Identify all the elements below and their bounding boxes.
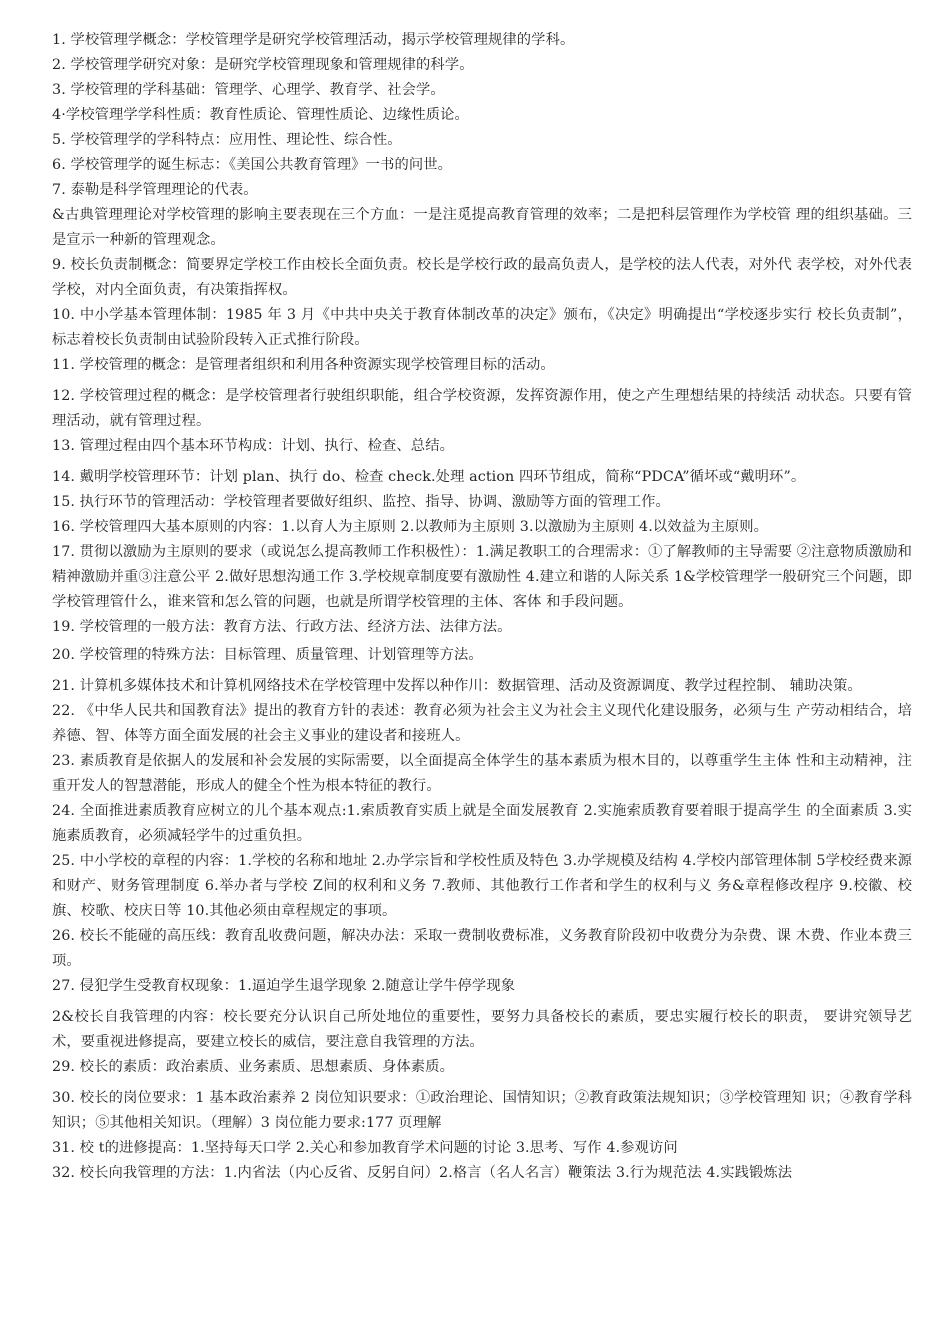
item-6: 6. 学校管理学的诞生标志：《美国公共教育管理》一书的问世。	[52, 157, 453, 173]
item-13: 13. 管理过程由四个基本环节构成：计划、执行、检查、总结。	[52, 438, 454, 454]
item-14: 14. 戴明学校管理环节：计划 plan、执行 do、检查 check.处理 action 四环节组成，简称“PDCA”循坏或“戴明环”。	[52, 469, 806, 485]
item-22: 22. 《中华人民共和国教育法》提出的教育方针的表述：教育必须为社会主义为社会主义现代化建设服务，必须与生 产劳动相结合，培养德、智、体等方面全面发展的社会主义事业的建设者和接班人。	[52, 703, 912, 744]
item-32: 32. 校长向我管理的方法：1.内省法（内心反省、反躬自问）2.格言（名人名言）鞭策法 3.行为规范法 4.实践锻炼法	[52, 1165, 793, 1181]
item-26: 26. 校长不能碰的高压线：教育乱收费问题，解决办法：采取一费制收费标准，义务教育阶段初中收费分为杂费、课 木费、作业本费三项。	[52, 928, 912, 969]
item-23: 23. 素质教育是依据人的发展和补会发展的实际需要，以全面提高全体学生的基本素质为根木目的，以尊重学生主体 性和主动精神，注重开发人的智慧潜能，形成人的健全个性为根本特征的教行。	[52, 753, 912, 794]
item-11: 11. 学校管理的概念：是管理者组织和利用各种资源实现学校管理目标的活动。	[52, 357, 555, 373]
item-2: 2. 学校管理学研究对象：是研究学校管理现象和管理规律的科学。	[52, 57, 474, 73]
item-3: 3. 学校管理的学科基础：管理学、心理学、教育学、社会学。	[52, 82, 445, 98]
item-28: 2&校长自我管理的内容：校长要充分认识自己所处地位的重要性，要努力具备校长的素质，要忠实履行校长的职责， 要讲究领导艺术，要重视进修提高，要建立校长的威信，要注意自我管理的方法。	[52, 1009, 912, 1050]
item-4: 4·学校管理学学科性质：教育性质论、管理性质论、边缘性质论。	[52, 107, 469, 123]
item-16: 16. 学校管理四大基本原则的内容：1.以育人为主原则 2.以教师为主原则 3.以激励为主原则 4.以效益为主原则。	[52, 519, 769, 535]
item-27: 27. 侵犯学生受教育权现象：1.逼迫学生退学现象 2.随意让学牛停学现象	[52, 978, 516, 994]
item-31: 31. 校 t的进修提高：1.坚持每天口学 2.关心和参加教育学术问题的讨论 3.思考、写作 4.参观访问	[52, 1140, 678, 1156]
item-7: 7. 泰勒是科学管理理论的代表。	[52, 182, 258, 198]
item-9: 9. 校长负责制概念：简要界定学校工作由校长全面负责。校长是学校行政的最高负责人，是学校的法人代表，对外代 表学校，对外代表学校，对内全面负责，有决策指挥权。	[52, 257, 912, 298]
item-17: 17. 贯彻以激励为主原则的要求（或说怎么提高教师工作积极性）：1.满足教职工的合理需求：①了解教师的主导需要 ②注意物质激励和精神激励并重③注意公平 2.做好思想沟通工作 3.学校规章制度要有激励性 4.建立和谐的人际关系 1&学校管理学一般研究三个问题，即学校管理管什么，谁来管和怎么管的问题，也就是所谓学校管理的主体、客体 和手段问题。	[52, 544, 912, 610]
item-29: 29. 校长的素质：政治素质、业务素质、思想素质、身体素质。	[52, 1059, 454, 1075]
item-5: 5. 学校管理学的学科特点：应用性、理论性、综合性。	[52, 132, 402, 148]
item-24: 24. 全面推进素质教育应树立的儿个基本观点:1.索质教育实质上就是全面发展教育 2.实施索质教育要着眼于提高学生 的全面素质 3.实施素质教育，必须减轻学牛的过重负担。	[52, 803, 912, 844]
item-1: 1. 学校管理学概念：学校管理学是研究学校管理活动，揭示学校管理规律的学科。	[52, 32, 575, 48]
item-8: &古典管理理论对学校管理的影响主要表现在三个方血：一是注觅提高教育管理的效率；二是把科层管理作为学校管 理的组织基础。三是宣示一种新的管理观念。	[52, 207, 912, 248]
item-25: 25. 中小学校的章程的内容：1.学校的名称和地址 2.办学宗旨和学校性质及特色 3.办学规模及结构 4.学校内部管理体制 5学校经费来源和财产、财务管理制度 6.举办者与学校 Z间的权利和义务 7.教师、其他教行工作者和学生的权利与义 务&章程修改程序 9.校徽、校旗、校歌、校庆日等 10.其他必须由章程规定的事项。	[52, 853, 912, 919]
item-12: 12. 学校管理过程的概念：是学校管理者行驶组织职能，组合学校资源，发挥资源作用，使之产生理想结果的持续活 动状态。只要有管理活动，就有管理过程。	[52, 388, 912, 429]
item-10: 10. 中小学基本管理体制：1985 年 3 月《中共中央关于教育体制改革的决定》颁布，《决定》明确提出“学校逐步实行 校长负责制”，标志着校长负责制由试验阶段转入正式推行阶段。	[52, 307, 912, 348]
item-20: 20. 学校管理的特殊方法：目标管理、质量管理、计划管理等方法。	[52, 647, 483, 663]
document-body	[52, 28, 912, 1186]
item-30: 30. 校长的岗位要求：1 基本政治素养 2 岗位知识要求：①政治理论、国情知识；②教育政策法规知识；③学校管理知 识；④教育学科知识；⑤其他相关知识。（理解）3 岗位能力要求:177 页理解	[52, 1090, 912, 1131]
item-21: 21. 计算机多媒体技术和计算机网络技术在学校管理中发挥以种作川：数据管理、活动及资源调度、教学过程控制、 辅助决策。	[52, 678, 862, 694]
item-15: 15. 执行环节的管理活动：学校管理者要做好组织、监控、指导、协调、激励等方面的管理工作。	[52, 494, 670, 510]
item-19: 19. 学校管理的一般方法：教育方法、行政方法、经济方法、法律方法。	[52, 619, 512, 635]
